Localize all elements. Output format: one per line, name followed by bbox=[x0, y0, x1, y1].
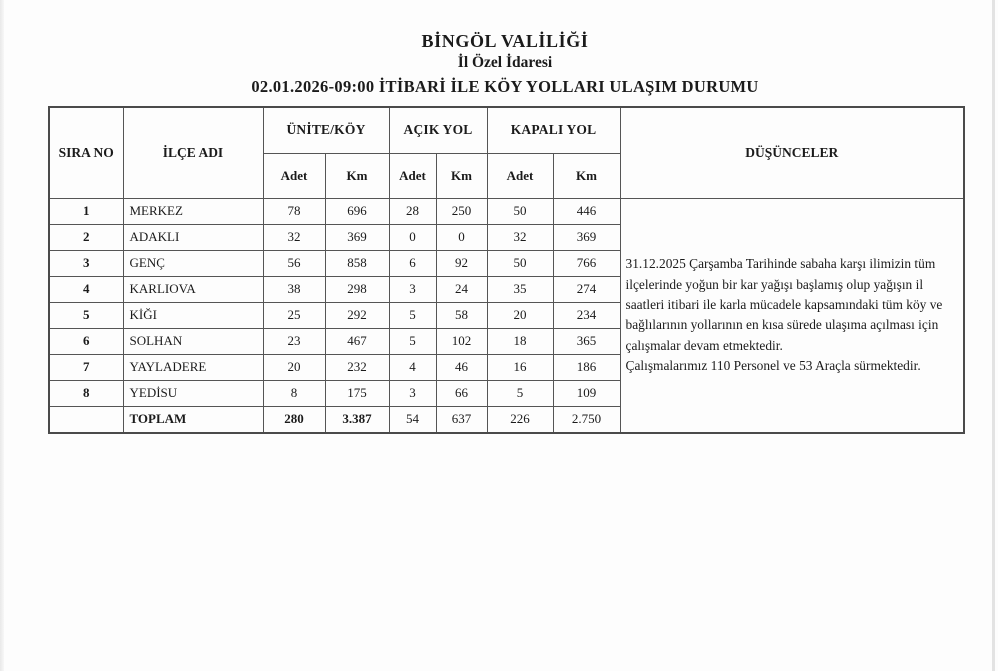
cell-kapali-adet: 50 bbox=[487, 250, 553, 276]
cell-unite-adet: 23 bbox=[263, 328, 325, 354]
cell-kapali-km: 369 bbox=[553, 224, 620, 250]
cell-sira: 4 bbox=[49, 276, 123, 302]
cell-acik-adet: 0 bbox=[389, 224, 436, 250]
cell-unite-adet: 25 bbox=[263, 302, 325, 328]
cell-ilce: YAYLADERE bbox=[123, 354, 263, 380]
cell-kapali-adet: 5 bbox=[487, 380, 553, 406]
cell-unite-km: 858 bbox=[325, 250, 389, 276]
header-dusunceler: DÜŞÜNCELER bbox=[620, 107, 964, 198]
header-sira-no: SIRA NO bbox=[49, 107, 123, 198]
cell-kapali-adet: 50 bbox=[487, 198, 553, 224]
header-acik-adet: Adet bbox=[389, 153, 436, 198]
cell-unite-adet: 38 bbox=[263, 276, 325, 302]
title-report: 02.01.2026-09:00 İTİBARİ İLE KÖY YOLLARI ULAŞIM DURUMU bbox=[251, 77, 759, 96]
cell-acik-km: 66 bbox=[436, 380, 487, 406]
header-kapali-adet: Adet bbox=[487, 153, 553, 198]
remarks-cell bbox=[620, 198, 964, 433]
cell-sira: 7 bbox=[49, 354, 123, 380]
cell-ilce: KİĞI bbox=[123, 302, 263, 328]
cell-acik-adet: 3 bbox=[389, 380, 436, 406]
cell-acik-km: 250 bbox=[436, 198, 487, 224]
header-unite-adet: Adet bbox=[263, 153, 325, 198]
table-row bbox=[49, 198, 964, 224]
cell-kapali-adet: 32 bbox=[487, 224, 553, 250]
remarks-paragraph-2: Çalışmalarımız 110 Personel ve 53 Araçla sürmektedir. bbox=[625, 358, 921, 373]
cell-kapali-km: 234 bbox=[553, 302, 620, 328]
cell-kapali-km: 446 bbox=[553, 198, 620, 224]
road-status-table bbox=[48, 106, 965, 434]
cell-ilce: KARLIOVA bbox=[123, 276, 263, 302]
cell-unite-adet: 78 bbox=[263, 198, 325, 224]
cell-ilce: ADAKLI bbox=[123, 224, 263, 250]
cell-acik-adet: 4 bbox=[389, 354, 436, 380]
cell-sira: 2 bbox=[49, 224, 123, 250]
cell-acik-km: 46 bbox=[436, 354, 487, 380]
remarks-paragraph-1: 31.12.2025 Çarşamba Tarihinde sabaha karşı ilimizin tüm ilçelerinde yoğun bir kar yağışı başlamış olup yağışın il saatleri itibari ile karla mücadele kapsamındaki tüm köy ve bağlılarının yollarının en kısa sürede ulaşıma açılması için çalışmalar devam etmektedir. bbox=[625, 256, 943, 353]
cell-unite-km: 467 bbox=[325, 328, 389, 354]
cell-unite-adet: 20 bbox=[263, 354, 325, 380]
scan-edge-right bbox=[992, 0, 995, 671]
cell-kapali-km: 365 bbox=[553, 328, 620, 354]
cell-total-kapali-adet: 226 bbox=[487, 406, 553, 433]
cell-kapali-adet: 16 bbox=[487, 354, 553, 380]
cell-total-unite-km: 3.387 bbox=[325, 406, 389, 433]
header-acik-km: Km bbox=[436, 153, 487, 198]
cell-sira: 5 bbox=[49, 302, 123, 328]
header-ilce-adi: İLÇE ADI bbox=[123, 107, 263, 198]
header-unite-koy: ÜNİTE/KÖY bbox=[263, 107, 389, 153]
cell-total-kapali-km: 2.750 bbox=[553, 406, 620, 433]
cell-kapali-adet: 18 bbox=[487, 328, 553, 354]
cell-kapali-adet: 35 bbox=[487, 276, 553, 302]
cell-sira: 1 bbox=[49, 198, 123, 224]
cell-acik-adet: 3 bbox=[389, 276, 436, 302]
cell-unite-km: 292 bbox=[325, 302, 389, 328]
cell-acik-adet: 28 bbox=[389, 198, 436, 224]
cell-acik-km: 102 bbox=[436, 328, 487, 354]
cell-acik-adet: 5 bbox=[389, 328, 436, 354]
cell-kapali-km: 766 bbox=[553, 250, 620, 276]
cell-unite-km: 369 bbox=[325, 224, 389, 250]
cell-sira-empty bbox=[49, 406, 123, 433]
cell-acik-adet: 6 bbox=[389, 250, 436, 276]
cell-acik-adet: 5 bbox=[389, 302, 436, 328]
cell-unite-km: 696 bbox=[325, 198, 389, 224]
cell-total-unite-adet: 280 bbox=[263, 406, 325, 433]
scan-edge-left bbox=[0, 0, 4, 671]
cell-unite-km: 232 bbox=[325, 354, 389, 380]
header-acik-yol: AÇIK YOL bbox=[389, 107, 487, 153]
document-header bbox=[0, 31, 998, 97]
cell-acik-km: 92 bbox=[436, 250, 487, 276]
cell-kapali-adet: 20 bbox=[487, 302, 553, 328]
header-row-groups bbox=[49, 107, 964, 153]
cell-ilce: MERKEZ bbox=[123, 198, 263, 224]
header-unite-km: Km bbox=[325, 153, 389, 198]
cell-total-acik-km: 637 bbox=[436, 406, 487, 433]
cell-sira: 6 bbox=[49, 328, 123, 354]
cell-sira: 8 bbox=[49, 380, 123, 406]
cell-acik-km: 24 bbox=[436, 276, 487, 302]
header-kapali-yol: KAPALI YOL bbox=[487, 107, 620, 153]
cell-unite-adet: 32 bbox=[263, 224, 325, 250]
cell-total-label: TOPLAM bbox=[123, 406, 263, 433]
cell-kapali-km: 109 bbox=[553, 380, 620, 406]
title-institution: BİNGÖL VALİLİĞİ bbox=[421, 31, 589, 51]
cell-unite-km: 298 bbox=[325, 276, 389, 302]
cell-unite-adet: 8 bbox=[263, 380, 325, 406]
cell-sira: 3 bbox=[49, 250, 123, 276]
cell-acik-km: 0 bbox=[436, 224, 487, 250]
cell-kapali-km: 186 bbox=[553, 354, 620, 380]
cell-acik-km: 58 bbox=[436, 302, 487, 328]
cell-kapali-km: 274 bbox=[553, 276, 620, 302]
header-kapali-km: Km bbox=[553, 153, 620, 198]
cell-ilce: YEDİSU bbox=[123, 380, 263, 406]
cell-ilce: GENÇ bbox=[123, 250, 263, 276]
cell-ilce: SOLHAN bbox=[123, 328, 263, 354]
title-department: İl Özel İdaresi bbox=[457, 54, 553, 71]
cell-total-acik-adet: 54 bbox=[389, 406, 436, 433]
cell-unite-adet: 56 bbox=[263, 250, 325, 276]
cell-unite-km: 175 bbox=[325, 380, 389, 406]
